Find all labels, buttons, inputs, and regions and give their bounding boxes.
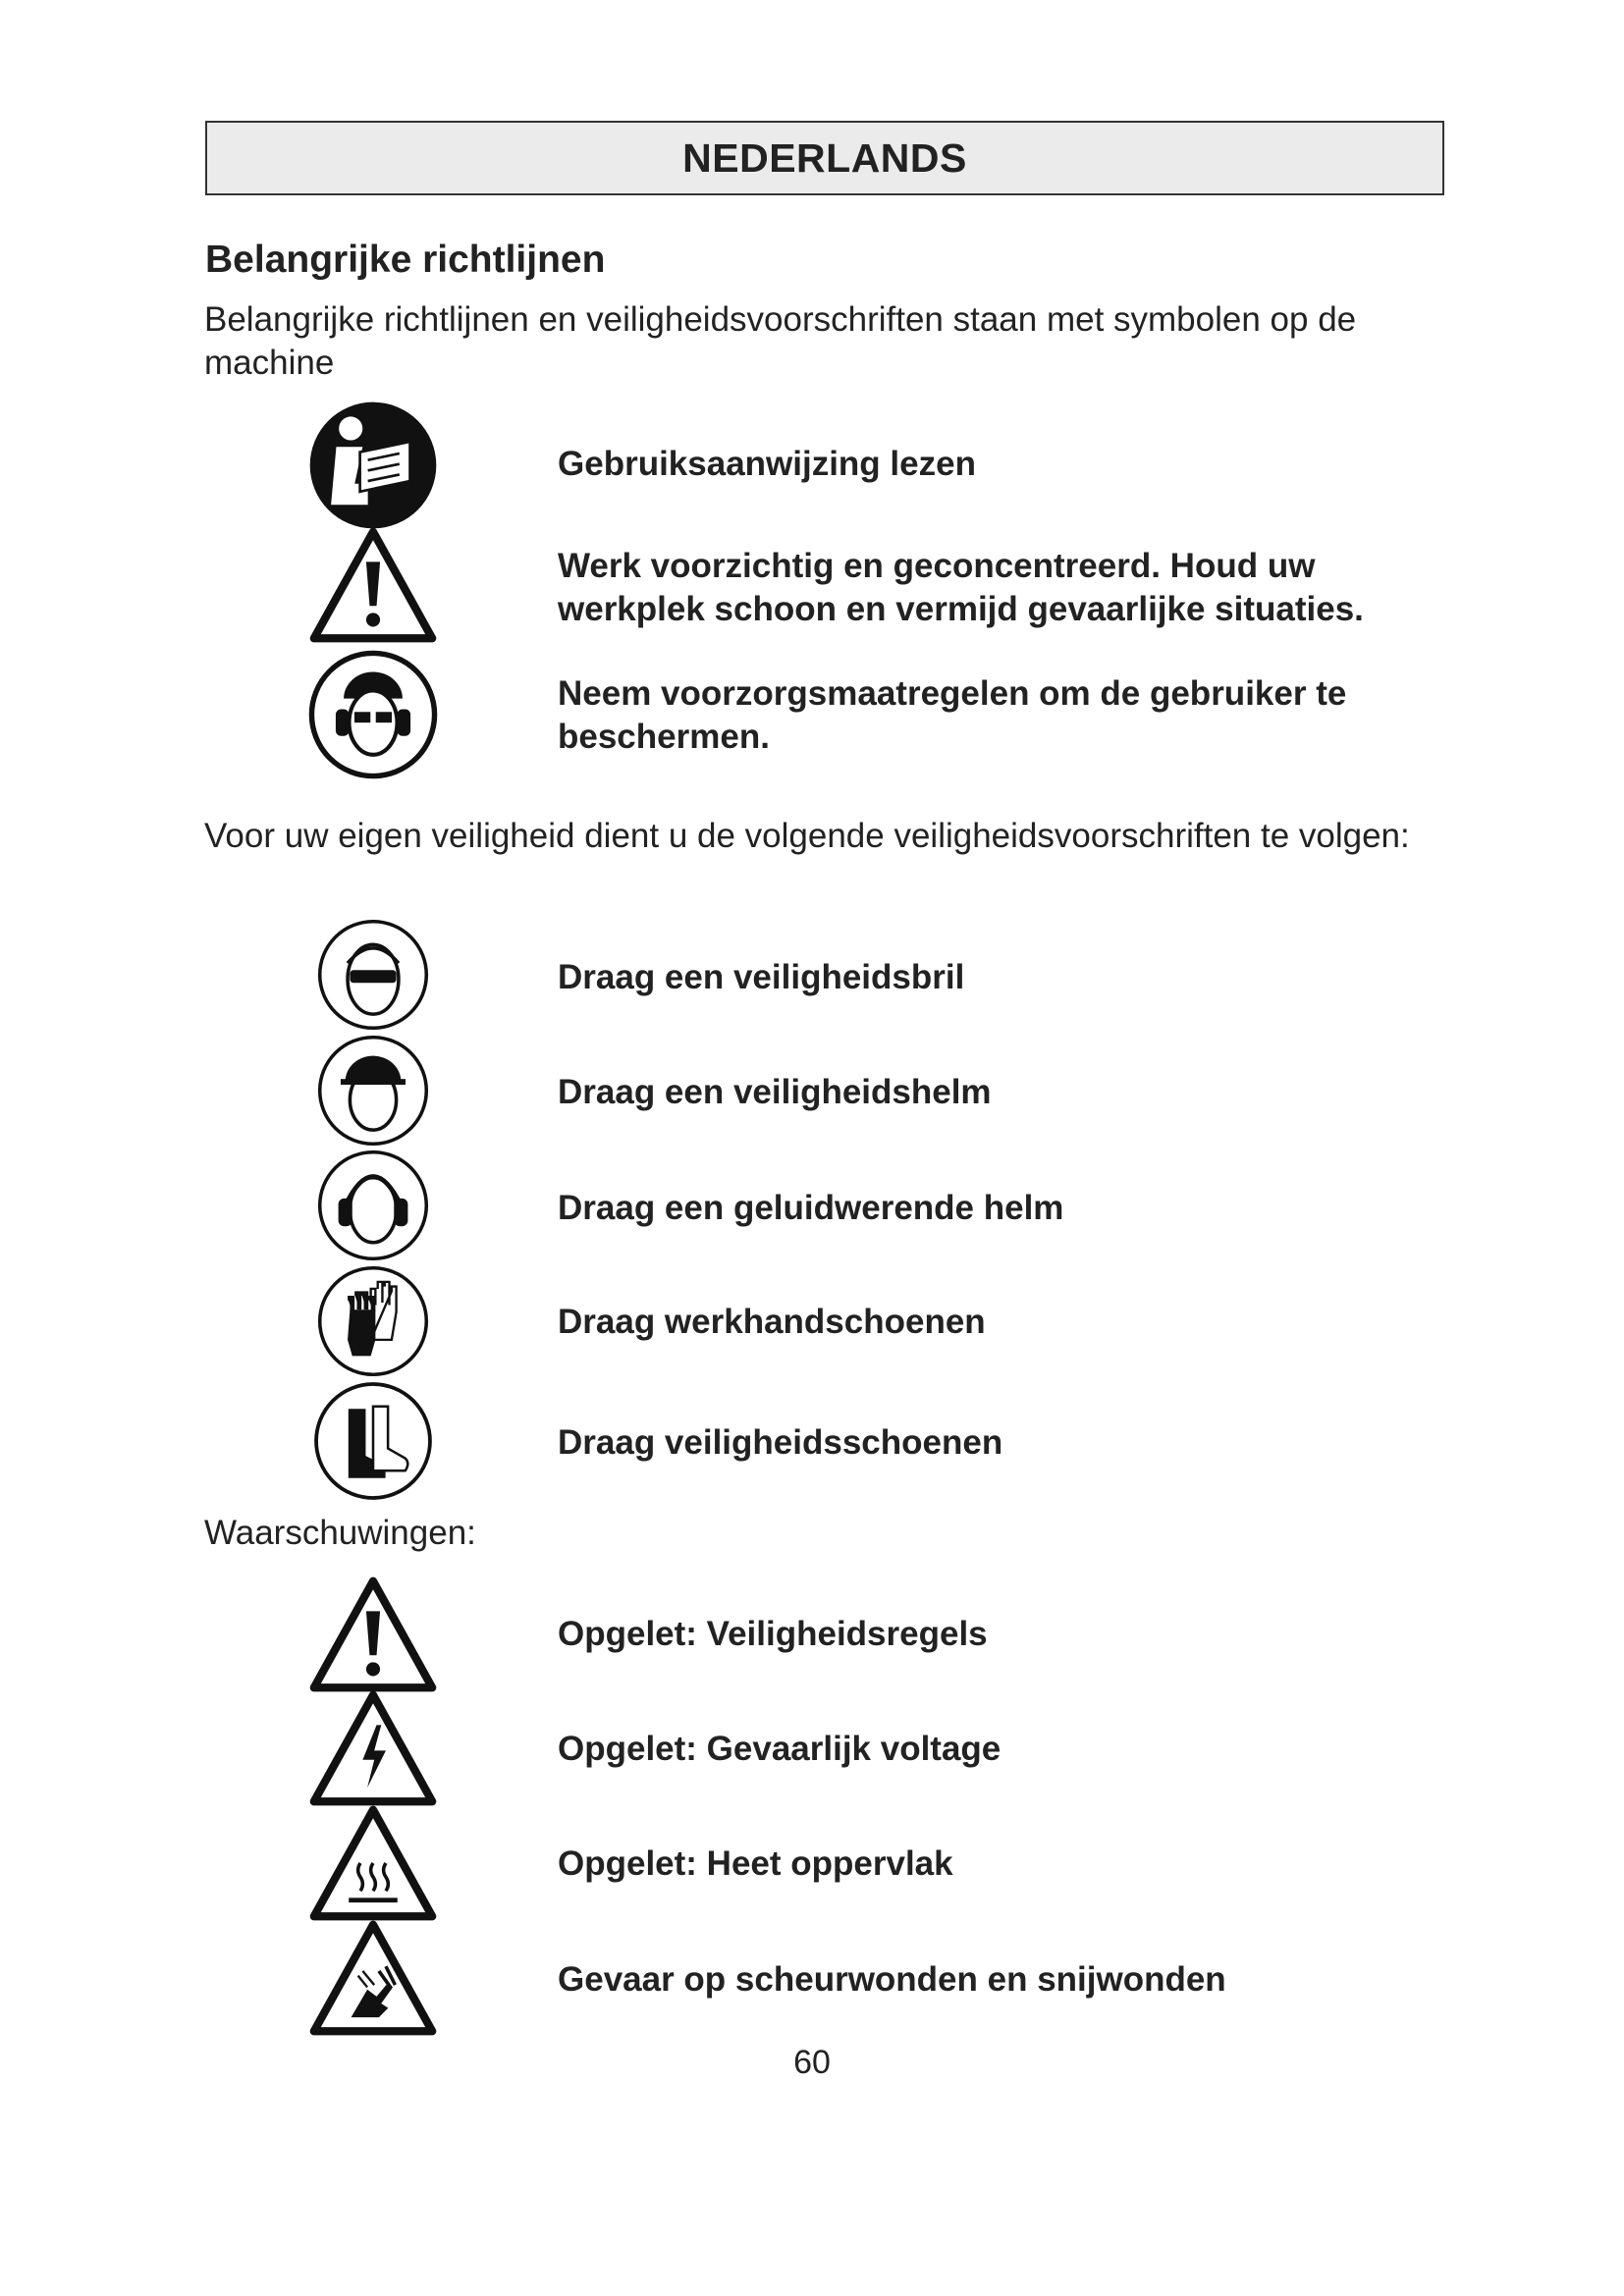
warning-label: Opgelet: Gevaarlijk voltage xyxy=(558,1730,1001,1768)
hot-surface-icon xyxy=(295,1805,452,1921)
warning-exclamation-icon xyxy=(295,1576,452,1692)
page-number: 60 xyxy=(793,2044,831,2081)
safety-label: Draag veiligheidsschoenen xyxy=(558,1423,1003,1462)
section-heading: Belangrijke richtlijnen xyxy=(205,239,606,281)
symbol-label: Werk voorzichtig en geconcentreerd. Houd uw werkplek schoon en vermijd gevaarlijke situaties. xyxy=(558,547,1364,628)
safety-label: Draag werkhandschoenen xyxy=(558,1303,986,1341)
warning-exclamation-icon xyxy=(295,527,452,643)
symbol-label: Neem voorzorgsmaatregelen om de gebruiker te beschermen. xyxy=(558,674,1347,756)
language-title: NEDERLANDS xyxy=(682,134,967,181)
read-manual-icon xyxy=(295,400,452,531)
warning-label: Opgelet: Veiligheidsregels xyxy=(558,1615,988,1653)
section-intro: Belangrijke richtlijnen en veiligheidsvoorschriften staan met symbolen op de machine xyxy=(204,300,1357,382)
safety-helmet-icon xyxy=(295,1033,452,1148)
ear-protection-icon xyxy=(295,1148,452,1263)
safety-intro: Voor uw eigen veiligheid dient u de volgende veiligheidsvoorschriften te volgen: xyxy=(204,817,1410,855)
safety-label: Draag een veiligheidshelm xyxy=(558,1073,992,1111)
high-voltage-icon xyxy=(295,1690,452,1806)
safety-label: Draag een veiligheidsbril xyxy=(558,958,965,996)
work-gloves-icon xyxy=(295,1263,452,1379)
warnings-intro: Waarschuwingen: xyxy=(204,1514,476,1552)
warning-label: Gevaar op scheurwonden en snijwonden xyxy=(558,1960,1226,1999)
language-header xyxy=(205,121,1444,195)
symbol-label: Gebruiksaanwijzing lezen xyxy=(558,445,976,483)
safety-boots-icon xyxy=(295,1379,452,1503)
cut-hazard-icon xyxy=(295,1920,452,2036)
safety-label: Draag een geluidwerende helm xyxy=(558,1189,1064,1227)
safety-glasses-icon xyxy=(295,917,452,1033)
warning-label: Opgelet: Heet oppervlak xyxy=(558,1844,953,1883)
protective-gear-icon xyxy=(295,648,452,781)
